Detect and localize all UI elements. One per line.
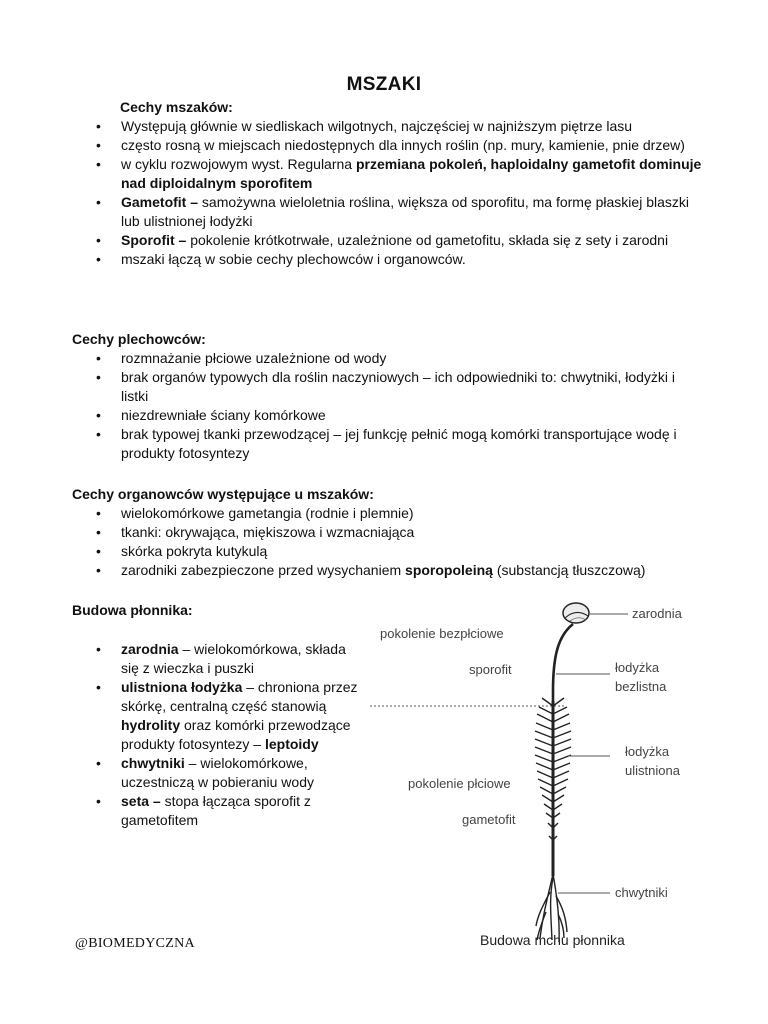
text-segment: tkanki: okrywająca, miękiszowa i wzmacniająca [121,524,415,540]
label-lodyzka-bezlistna-line1: łodyżka [615,660,660,675]
bold-term: ulistniona łodyżka [121,679,243,695]
bold-term: leptoidy [264,736,319,752]
bold-term: Sporofit – [121,232,187,248]
diagram-caption: Budowa mchu płonnika [480,932,625,948]
list-item [96,523,716,542]
text-segment: często rosną w miejscach niedostępnych dla innych roślin (np. mury, kamienie, pnie drzew) [121,137,685,153]
text-segment: brak organów typowych dla roślin naczyniowych – ich odpowiedniki to: chwytniki, łodyżki i listki [121,369,676,404]
section-heading-cechy-organowcow: Cechy organowców występujące u mszaków: [72,486,374,502]
leafy-stem [535,698,571,876]
bold-term: przemiana pokoleń, haploidalny gametofit dominuje nad diploidalnym sporofitem [121,156,702,191]
moss-structure-diagram [360,596,760,956]
list-item [96,349,696,368]
page-title: MSZAKI [346,74,422,95]
list-item [96,136,706,155]
text-segment: stopa łącząca sporofit z gametofitem [121,793,311,828]
text-segment: – wielokomórkowe, uczestniczą w pobieraniu wody [121,755,314,790]
text-segment: (substancją tłuszczową) [492,562,646,578]
bold-term: seta – [121,793,161,809]
list-item [96,754,366,792]
list-item [96,640,366,678]
footer-credit: @BIOMEDYCZNA [75,936,195,951]
text-segment: Występują głównie w siedliskach wilgotnych, najczęściej w najniższym piętrze lasu [121,118,633,134]
text-segment: zarodniki zabezpieczone przed wysychaniem [121,562,406,578]
text-segment: rozmnażanie płciowe uzależnione od wody [121,350,387,366]
list-item [96,504,716,523]
label-leader-lines [556,614,628,893]
list-item [96,406,696,425]
label-pokolenie-bezplciowe: pokolenie bezpłciowe [380,626,504,641]
list-item [96,117,706,136]
text-segment: skórka pokryta kutykulą [121,543,268,559]
capsule-sporangium [563,603,589,623]
label-pokolenie-plciowe: pokolenie płciowe [408,776,511,791]
list-item [96,425,696,463]
text-segment: w cyklu rozwojowym wyst. Regularna [121,156,356,172]
text-segment: mszaki łączą w sobie cechy plechowców i organowców. [121,251,466,267]
list-item [96,155,706,193]
section-heading-cechy-mszakow: Cechy mszaków: [120,99,233,115]
section-heading-budowa-plonnika: Budowa płonnika: [72,602,193,618]
text-segment: oraz komórki przewodzące produkty fotosyntezy – [121,717,351,752]
list-item [96,193,706,231]
label-zarodnia: zarodnia [632,606,682,621]
list-item [96,792,366,830]
text-segment: – chroniona przez skórkę, centralną część stanowią [121,679,358,714]
list-item [96,561,716,580]
list-item [96,542,716,561]
list-item [96,368,696,406]
bold-term: chwytniki [121,755,185,771]
list-cechy-organowcow [96,504,716,580]
bold-term: hydrolity [121,717,181,733]
list-cechy-mszakow [96,117,706,269]
label-lodyzka-ulistniona-line1: łodyżka [625,744,670,759]
label-lodyzka-bezlistna-line2: bezlistna [615,679,667,694]
bold-term: sporopoleiną [405,562,493,578]
text-segment: brak typowej tkanki przewodzącej – jej funkcję pełnić mogą komórki transportujące wodę i produkty fotosyntezy [121,426,677,461]
text-segment: – wielokomórkowa, składa się z wieczka i puszki [121,641,346,676]
list-budowa-plonnika [96,640,366,830]
bold-term: zarodnia [121,641,179,657]
list-item [96,231,706,250]
label-chwytniki: chwytniki [615,885,668,900]
label-gametofit: gametofit [462,812,516,827]
list-item [96,250,706,269]
list-cechy-plechowcow [96,349,696,463]
text-segment: wielokomórkowe gametangia (rodnie i plemnie) [121,505,414,521]
label-sporofit: sporofit [469,662,512,677]
bold-term: Gametofit – [121,194,199,210]
text-segment: pokolenie krótkotrwałe, uzależnione od gametofitu, składa się z sety i zarodni [186,232,669,248]
list-item [96,678,366,754]
text-segment: samożywna wieloletnia roślina, większa od sporofitu, ma formę płaskiej blaszki lub ulistnionej łodyżki [121,194,689,229]
text-segment: niezdrewniałe ściany komórkowe [121,407,326,423]
label-lodyzka-ulistniona-line2: ulistniona [625,763,680,778]
section-heading-cechy-plechowcow: Cechy plechowców: [72,331,206,347]
